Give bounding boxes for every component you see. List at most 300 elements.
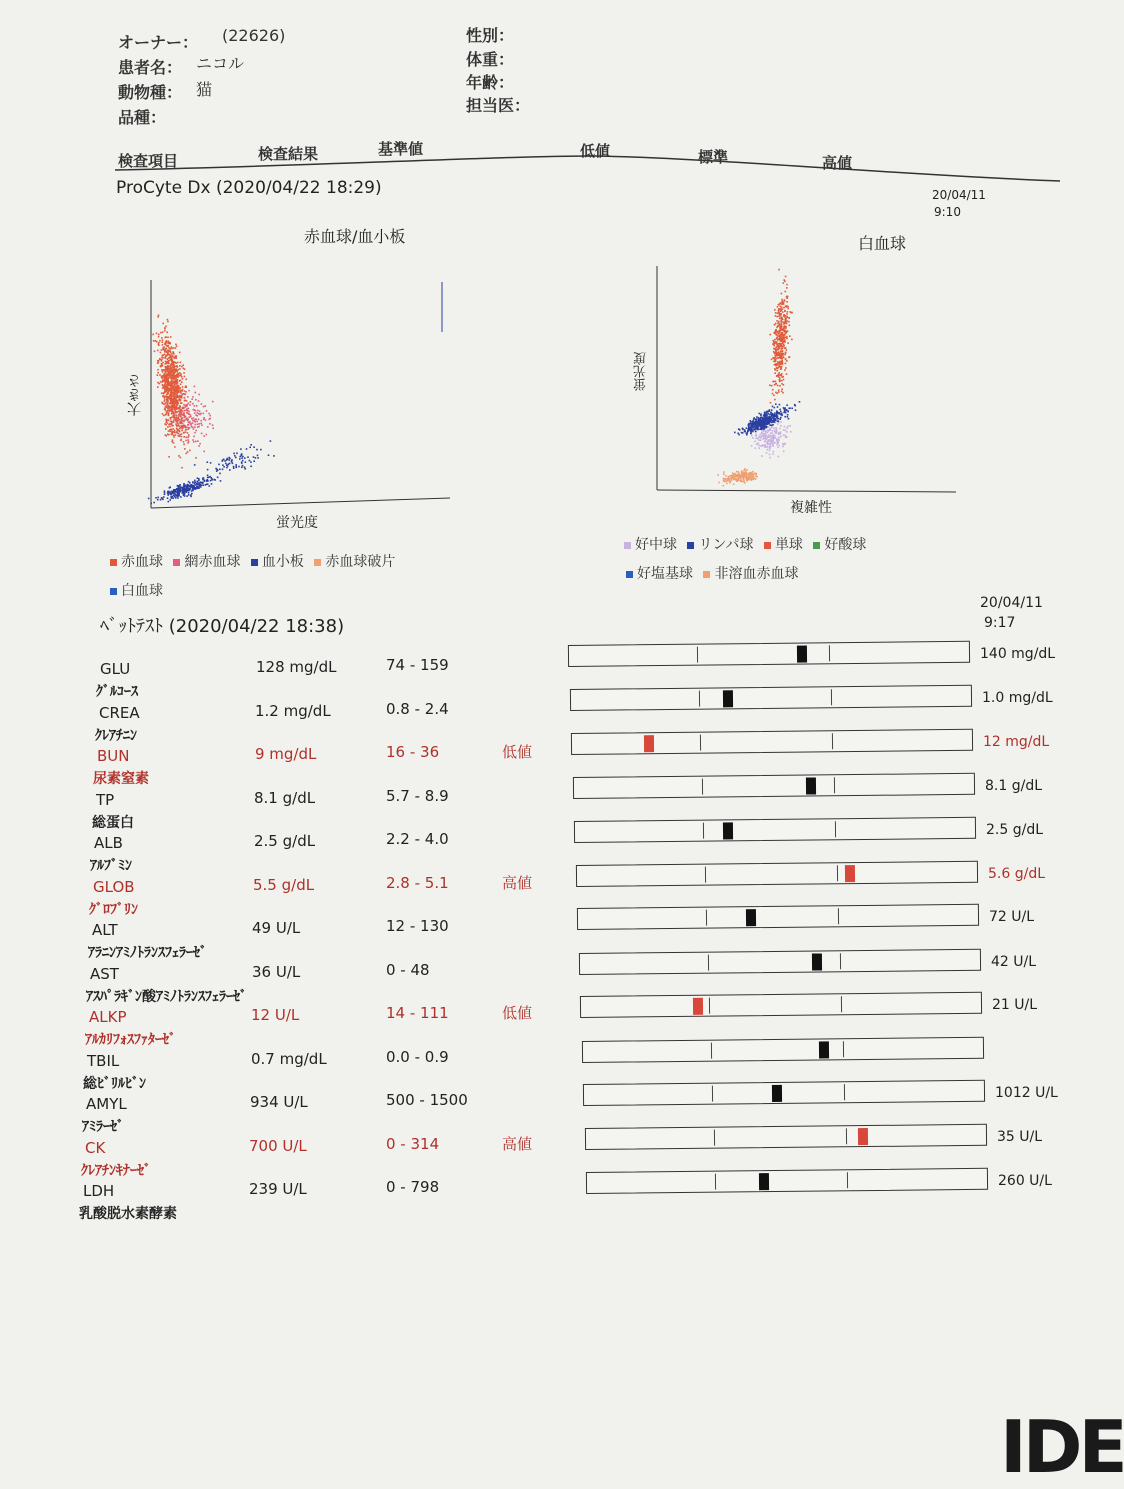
- monocyte-dot: [782, 392, 784, 394]
- neutrophil-dot: [760, 445, 762, 447]
- neutrophil-dot: [760, 439, 762, 441]
- rbc-dot: [185, 391, 187, 393]
- rbc-dot: [190, 401, 192, 403]
- reticulocyte-dot: [178, 415, 180, 417]
- lymphocyte-dot: [749, 429, 751, 431]
- platelet-dot: [183, 488, 185, 490]
- platelet-dot: [201, 484, 203, 486]
- rbc-dot: [163, 392, 165, 394]
- neutrophil-dot: [772, 437, 774, 439]
- rbc-dot: [179, 400, 181, 402]
- reticulocyte-dot: [190, 423, 192, 425]
- gauge-reference-tick: [837, 865, 838, 881]
- lymphocyte-dot: [747, 430, 749, 432]
- reticulocyte-dot: [183, 421, 185, 423]
- neutrophil-dot: [777, 446, 779, 448]
- chem-row-previous-value: 140 mg/dL: [980, 646, 1056, 662]
- reticulocyte-dot: [193, 441, 195, 443]
- platelet-dot: [200, 486, 202, 488]
- monocyte-dot: [781, 332, 783, 334]
- reticulocyte-dot: [198, 394, 200, 396]
- platelet-dot: [183, 495, 185, 497]
- monocyte-dot: [777, 325, 779, 327]
- gauge-reference-tick: [705, 867, 706, 883]
- wbc-x-label: 複雑性: [790, 500, 832, 516]
- chem-row-previous-value: 21 U/L: [992, 997, 1038, 1013]
- rbc-dot: [171, 348, 173, 350]
- monocyte-dot: [775, 365, 777, 367]
- rbc-dot: [184, 368, 186, 370]
- rbc-dot: [180, 383, 182, 385]
- platelet-dot: [160, 499, 162, 501]
- chem-row-previous-value: 2.5 g/dL: [986, 822, 1044, 838]
- platelet-dot: [188, 485, 190, 487]
- rbc-dot: [184, 400, 186, 402]
- monocyte-dot: [788, 321, 790, 323]
- neutrophil-dot: [765, 430, 767, 432]
- chem-row-previous-value: 1.0 mg/dL: [982, 690, 1053, 706]
- reticulocyte-dot: [200, 423, 202, 425]
- reticulocyte-dot: [208, 413, 210, 415]
- reticulocyte-dot: [186, 429, 188, 431]
- platelet-dot: [198, 479, 200, 481]
- nrbc-dot: [748, 474, 750, 476]
- chem-row-name: AST: [90, 965, 119, 983]
- rbc-dot: [164, 387, 166, 389]
- lymphocyte-dot: [750, 433, 752, 435]
- rbc-dot: [171, 385, 173, 387]
- rbc-dot: [164, 385, 166, 387]
- rbc-legend: [110, 551, 395, 571]
- monocyte-dot: [786, 316, 788, 318]
- lymphocyte-dot: [751, 427, 753, 429]
- rbc-dot: [154, 351, 156, 353]
- chem-row-jp-name: ｸﾞﾛﾌﾞﾘﾝ: [89, 902, 138, 918]
- monocyte-dot: [785, 347, 787, 349]
- monocyte-dot: [783, 330, 785, 332]
- neutrophil-dot: [766, 452, 768, 454]
- gauge-result-marker: [644, 735, 654, 752]
- platelet-dot: [199, 483, 201, 485]
- monocyte-dot: [783, 384, 785, 386]
- platelet-dot: [249, 460, 251, 462]
- rbc-dot: [165, 414, 167, 416]
- reticulocyte-dot: [199, 443, 201, 445]
- rbc-dot: [167, 382, 169, 384]
- rbc-dot: [162, 331, 164, 333]
- nrbc-dot: [753, 479, 755, 481]
- rbc-dot: [168, 391, 170, 393]
- rbc-dot: [181, 467, 183, 469]
- gauge-reference-tick: [699, 691, 700, 707]
- reticulocyte-dot: [190, 416, 192, 418]
- neutrophil-dot: [767, 449, 769, 451]
- nrbc-dot: [733, 483, 735, 485]
- monocyte-dot: [785, 337, 787, 339]
- platelet-dot: [222, 460, 224, 462]
- lymphocyte-dot: [760, 420, 762, 422]
- nrbc-dot: [748, 477, 750, 479]
- neutrophil-dot: [775, 437, 777, 439]
- platelet-dot: [270, 440, 272, 442]
- gauge-result-marker: [845, 865, 855, 882]
- neutrophil-dot: [776, 444, 778, 446]
- platelet-dot: [217, 477, 219, 479]
- reticulocyte-dot: [199, 411, 201, 413]
- monocyte-dot: [781, 380, 783, 382]
- monocyte-dot: [785, 358, 787, 360]
- platelet-dot: [192, 488, 194, 490]
- reticulocyte-dot: [201, 433, 203, 435]
- platelet-dot: [199, 484, 201, 486]
- gauge-reference-tick: [844, 1084, 845, 1100]
- rbc-dot: [158, 315, 160, 317]
- rbc-dot: [180, 402, 182, 404]
- platelet-dot: [153, 502, 155, 504]
- gauge-result-marker: [723, 822, 733, 839]
- rbc-dot: [162, 413, 164, 415]
- reticulocyte-dot: [209, 415, 211, 417]
- platelet-dot: [253, 456, 255, 458]
- rbc-dot: [160, 332, 162, 334]
- lymphocyte-dot: [772, 413, 774, 415]
- gauge-reference-tick: [847, 1172, 848, 1188]
- rbc-dot: [159, 374, 161, 376]
- reticulocyte-dot: [192, 422, 194, 424]
- chem-row-gauge: [585, 1124, 987, 1150]
- platelet-dot: [227, 459, 229, 461]
- monocyte-dot: [785, 318, 787, 320]
- nrbc-dot: [728, 478, 730, 480]
- reticulocyte-dot: [197, 421, 199, 423]
- reticulocyte-dot: [186, 426, 188, 428]
- lymphocyte-dot: [767, 418, 769, 420]
- reticulocyte-dot: [184, 410, 186, 412]
- neutrophil-dot: [777, 423, 779, 425]
- monocyte-dot: [775, 342, 777, 344]
- rbc-dot: [177, 401, 179, 403]
- monocyte-dot: [785, 320, 787, 322]
- chem-row-result: 1.2 mg/dL: [255, 702, 331, 720]
- monocyte-dot: [781, 376, 783, 378]
- lymphocyte-dot: [744, 431, 746, 433]
- platelet-dot: [195, 487, 197, 489]
- neutrophil-dot: [770, 439, 772, 441]
- lymphocyte-dot: [754, 429, 756, 431]
- monocyte-dot: [780, 327, 782, 329]
- rbc-dot: [182, 407, 184, 409]
- rbc-dot: [166, 384, 168, 386]
- monocyte-dot: [788, 317, 790, 319]
- platelet-dot: [194, 481, 196, 483]
- rbc-dot: [170, 354, 172, 356]
- rbc-dot: [176, 370, 178, 372]
- platelet-dot: [244, 457, 246, 459]
- rbc-dot: [167, 353, 169, 355]
- rbc-dot: [182, 386, 184, 388]
- chem-row-gauge: [586, 1168, 988, 1194]
- reticulocyte-dot: [186, 409, 188, 411]
- platelet-dot: [235, 457, 237, 459]
- platelet-dot: [240, 448, 242, 450]
- rbc-dot: [170, 406, 172, 408]
- rbc-dot: [162, 341, 164, 343]
- monocyte-dot: [778, 390, 780, 392]
- rbc-dot: [168, 373, 170, 375]
- lymphocyte-dot: [765, 415, 767, 417]
- reticulocyte-dot: [195, 410, 197, 412]
- rbc-dot: [176, 375, 178, 377]
- platelet-dot: [222, 469, 224, 471]
- monocyte-dot: [779, 372, 781, 374]
- reticulocyte-dot: [182, 423, 184, 425]
- neutrophil-dot: [757, 442, 759, 444]
- platelet-dot: [168, 492, 170, 494]
- neutrophil-dot: [760, 434, 762, 436]
- rbc-dot: [179, 431, 181, 433]
- platelet-dot: [236, 467, 238, 469]
- chem-row-result: 5.5 g/dL: [253, 876, 315, 894]
- wbc-legend-2: [626, 563, 798, 583]
- chem-row-jp-name: ｱﾐﾗｰｾﾞ: [82, 1119, 124, 1135]
- neutrophil-dot: [783, 429, 785, 431]
- reticulocyte-dot: [182, 393, 184, 395]
- neutrophil-dot: [769, 428, 771, 430]
- rbc-dot: [157, 372, 159, 374]
- rbc-dot: [167, 359, 169, 361]
- reticulocyte-dot: [177, 430, 179, 432]
- rbc-dot: [187, 432, 189, 434]
- platelet-dot: [207, 461, 209, 463]
- neutrophil-dot: [772, 432, 774, 434]
- rbc-plot-title: 赤血球/血小板: [304, 227, 406, 246]
- reticulocyte-dot: [203, 406, 205, 408]
- monocyte-dot: [782, 350, 784, 352]
- chem-row-result: 2.5 g/dL: [254, 832, 316, 850]
- gauge-reference-tick: [697, 647, 698, 663]
- rbc-dot: [173, 347, 175, 349]
- monocyte-dot: [775, 358, 777, 360]
- col-reference: 基準値: [378, 140, 424, 158]
- monocyte-dot: [787, 311, 789, 313]
- gauge-result-marker: [693, 998, 703, 1015]
- rbc-dot: [157, 316, 159, 318]
- platelet-dot: [169, 499, 171, 501]
- platelet-dot: [241, 467, 243, 469]
- chem-date: 20/04/11: [980, 595, 1043, 611]
- platelet-dot: [211, 483, 213, 485]
- nrbc-dot: [752, 475, 754, 477]
- neutrophil-dot: [775, 427, 777, 429]
- platelet-dot: [179, 484, 181, 486]
- platelet-dot: [157, 499, 159, 501]
- reticulocyte-dot: [174, 412, 176, 414]
- reticulocyte-dot: [209, 423, 211, 425]
- rbc-dot: [168, 362, 170, 364]
- platelet-dot: [244, 468, 246, 470]
- lymphocyte-dot: [748, 423, 750, 425]
- neutrophil-dot: [770, 435, 772, 437]
- chem-row-name: BUN: [97, 747, 130, 765]
- rbc-dot: [181, 381, 183, 383]
- lymphocyte-dot: [755, 431, 757, 433]
- platelet-dot: [250, 466, 252, 468]
- rbc-dot: [180, 409, 182, 411]
- platelet-dot: [171, 491, 173, 493]
- platelet-dot: [197, 488, 199, 490]
- monocyte-dot: [781, 348, 783, 350]
- rbc-dot: [164, 370, 166, 372]
- monocyte-dot: [783, 323, 785, 325]
- neutrophil-dot: [754, 441, 756, 443]
- reticulocyte-dot: [187, 396, 189, 398]
- chem-row-previous-value: 35 U/L: [997, 1129, 1043, 1145]
- reticulocyte-dot: [180, 412, 182, 414]
- neutrophil-dot: [772, 440, 774, 442]
- chem-row-previous-value: 1012 U/L: [995, 1085, 1058, 1101]
- gauge-result-marker: [746, 909, 756, 926]
- monocyte-dot: [782, 311, 784, 313]
- lymphocyte-dot: [760, 418, 762, 420]
- platelet-dot: [189, 482, 191, 484]
- rbc-dot: [172, 381, 174, 383]
- platelet-dot: [183, 486, 185, 488]
- monocyte-dot: [778, 357, 780, 359]
- reticulocyte-dot: [187, 442, 189, 444]
- monocyte-dot: [786, 301, 788, 303]
- platelet-dot: [241, 462, 243, 464]
- chem-row-jp-name: ｱｽﾊﾟﾗｷﾞﾝ酸ｱﾐﾉﾄﾗﾝｽﾌｪﾗｰｾﾞ: [86, 989, 247, 1005]
- chem-row-gauge: [580, 992, 982, 1018]
- neutrophil-dot: [783, 444, 785, 446]
- monocyte-dot: [784, 340, 786, 342]
- platelet-dot: [207, 483, 209, 485]
- neutrophil-dot: [780, 425, 782, 427]
- neutrophil-dot: [786, 436, 788, 438]
- platelet-dot: [233, 453, 235, 455]
- platelet-dot: [249, 447, 251, 449]
- rbc-dot: [175, 378, 177, 380]
- neutrophil-dot: [771, 435, 773, 437]
- rbc-dot: [164, 423, 166, 425]
- reticulocyte-dot: [195, 424, 197, 426]
- rbc-dot: [175, 344, 177, 346]
- monocyte-dot: [787, 306, 789, 308]
- monocyte-dot: [781, 318, 783, 320]
- chem-row-jp-name: ｸﾚｱﾁﾆﾝ: [95, 728, 137, 744]
- chem-row-result: 49 U/L: [252, 919, 301, 937]
- rbc-dot: [170, 382, 172, 384]
- gauge-reference-tick: [840, 953, 841, 969]
- chem-row-result: 0.7 mg/dL: [251, 1050, 327, 1068]
- rbc-dot: [163, 415, 165, 417]
- rbc-dot: [174, 392, 176, 394]
- nrbc-dot: [750, 477, 752, 479]
- neutrophil-dot: [751, 445, 753, 447]
- lymphocyte-dot: [739, 429, 741, 431]
- monocyte-dot: [786, 287, 788, 289]
- rbc-dot: [166, 368, 168, 370]
- col-low: 低値: [580, 142, 611, 160]
- platelet-dot: [260, 449, 262, 451]
- neutrophil-dot: [767, 441, 769, 443]
- gauge-reference-tick: [835, 821, 836, 837]
- platelet-dot: [162, 499, 164, 501]
- monocyte-dot: [778, 352, 780, 354]
- reticulocyte-dot: [194, 412, 196, 414]
- rbc-dot: [177, 362, 179, 364]
- rbc-dot: [172, 373, 174, 375]
- rbc-dot: [180, 392, 182, 394]
- monocyte-dot: [775, 312, 777, 314]
- nrbc-dot: [726, 478, 728, 480]
- monocyte-dot: [784, 369, 786, 371]
- neutrophil-dot: [763, 433, 765, 435]
- neutrophil-dot: [773, 427, 775, 429]
- chem-row-reference: 14 - 111: [386, 1004, 449, 1022]
- rbc-dot: [184, 376, 186, 378]
- chem-row-result: 934 U/L: [250, 1093, 308, 1111]
- lymphocyte-dot: [751, 429, 753, 431]
- gauge-reference-tick: [709, 998, 710, 1014]
- platelet-dot: [209, 485, 211, 487]
- rbc-dot: [177, 379, 179, 381]
- platelet-dot: [241, 453, 243, 455]
- chem-time: 9:17: [984, 615, 1016, 631]
- rbc-dot: [178, 417, 180, 419]
- rbc-dot: [179, 412, 181, 414]
- reticulocyte-dot: [198, 419, 200, 421]
- rbc-dot: [166, 340, 168, 342]
- rbc-dot: [164, 377, 166, 379]
- col-item: 検査項目: [118, 152, 179, 170]
- nrbc-dot: [737, 475, 739, 477]
- monocyte-dot: [782, 341, 784, 343]
- lymphocyte-dot: [786, 404, 788, 406]
- monocyte-dot: [789, 356, 791, 358]
- monocyte-dot: [776, 344, 778, 346]
- rbc-dot: [173, 390, 175, 392]
- nrbc-dot: [733, 478, 735, 480]
- neutrophil-dot: [767, 446, 769, 448]
- lymphocyte-dot: [760, 413, 762, 415]
- rbc-dot: [172, 425, 174, 427]
- rbc-dot: [172, 402, 174, 404]
- platelet-dot: [236, 453, 238, 455]
- rbc-dot: [162, 339, 164, 341]
- monocyte-dot: [785, 315, 787, 317]
- rbc-dot: [167, 345, 169, 347]
- platelet-dot: [242, 456, 244, 458]
- lymphocyte-dot: [765, 417, 767, 419]
- platelet-dot: [242, 465, 244, 467]
- col-normal: 標準: [698, 148, 729, 166]
- lymphocyte-dot: [784, 407, 786, 409]
- platelet-dot: [219, 469, 221, 471]
- reticulocyte-dot: [192, 420, 194, 422]
- lymphocyte-dot: [746, 434, 748, 436]
- nrbc-dot: [747, 480, 749, 482]
- age-label: 年齢：: [466, 73, 515, 92]
- monocyte-dot: [779, 330, 781, 332]
- rbc-dot: [164, 391, 166, 393]
- platelet-dot: [198, 478, 200, 480]
- monocyte-dot: [776, 375, 778, 377]
- monocyte-dot: [775, 351, 777, 353]
- lymphocyte-dot: [771, 409, 773, 411]
- rbc-dot: [187, 439, 189, 441]
- monocyte-dot: [781, 334, 783, 336]
